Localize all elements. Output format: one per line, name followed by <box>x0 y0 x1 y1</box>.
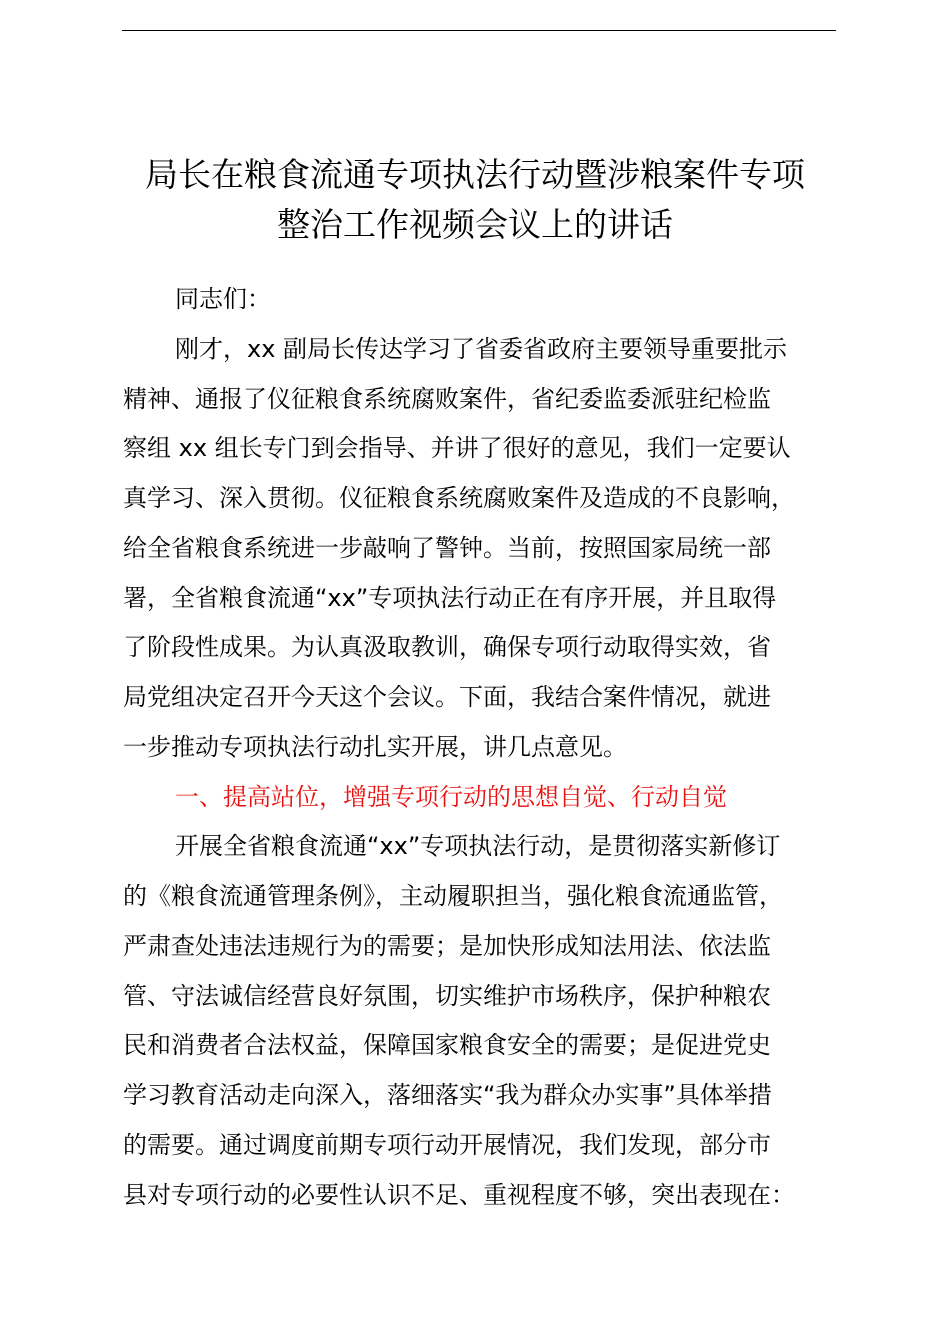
paragraph-2-line: 学习教育活动走向深入，落细落实“我为群众办实事”具体举措 <box>123 1081 772 1109</box>
paragraph-2 <box>123 822 835 1220</box>
salutation: 同志们： <box>175 285 271 313</box>
paragraph-2-line: 的《粮食流通管理条例》，主动履职担当，强化粮食流通监管， <box>123 882 783 910</box>
header-rule <box>122 30 836 31</box>
title-line-1: 局长在粮食流通专项执法行动暨涉粮案件专项 <box>145 155 805 194</box>
paragraph-2-line: 民和消费者合法权益，保障国家粮食安全的需要；是促进党史 <box>123 1031 771 1060</box>
paragraph-1-line: 真学习、深入贯彻。仪征粮食系统腐败案件及造成的不良影响， <box>123 484 795 512</box>
paragraph-1-line: 给全省粮食系统进一步敲响了警钟。当前，按照国家局统一部 <box>123 533 771 562</box>
paragraph-1-line: 了阶段性成果。为认真汲取教训，确保专项行动取得实效，省 <box>123 633 771 662</box>
document-body <box>123 275 835 1220</box>
paragraph-1 <box>123 325 835 773</box>
paragraph-1-line: 察组 xx 组长专门到会指导、并讲了很好的意见，我们一定要认 <box>123 434 791 463</box>
paragraph-2-line: 管、守法诚信经营良好氛围，切实维护市场秩序，保护种粮农 <box>123 981 771 1010</box>
title-line-2: 整治工作视频会议上的讲话 <box>277 205 673 244</box>
document-title <box>0 150 950 250</box>
paragraph-2-line: 的需要。通过调度前期专项行动开展情况，我们发现，部分市 <box>123 1130 771 1159</box>
paragraph-1-line: 局党组决定召开今天这个会议。下面，我结合案件情况，就进 <box>123 683 771 711</box>
paragraph-2-line: 严肃查处违法违规行为的需要；是加快形成知法用法、依法监 <box>123 931 771 960</box>
paragraph-1-line: 一步推动专项执法行动扎实开展，讲几点意见。 <box>123 732 627 761</box>
section-1-heading: 一、提高站位，增强专项行动的思想自觉、行动自觉 <box>175 782 727 811</box>
paragraph-1-line: 精神、通报了仪征粮食系统腐败案件，省纪委监委派驻纪检监 <box>123 384 771 413</box>
paragraph-2-line: 开展全省粮食流通“xx”专项执法行动，是贯彻落实新修订 <box>175 832 781 861</box>
paragraph-1-line: 署，全省粮食流通“xx”专项执法行动正在有序开展，并且取得 <box>123 583 777 612</box>
paragraph-1-line: 刚才，xx 副局长传达学习了省委省政府主要领导重要批示 <box>175 334 788 363</box>
paragraph-2-line: 县对专项行动的必要性认识不足、重视程度不够，突出表现在： <box>123 1180 795 1209</box>
